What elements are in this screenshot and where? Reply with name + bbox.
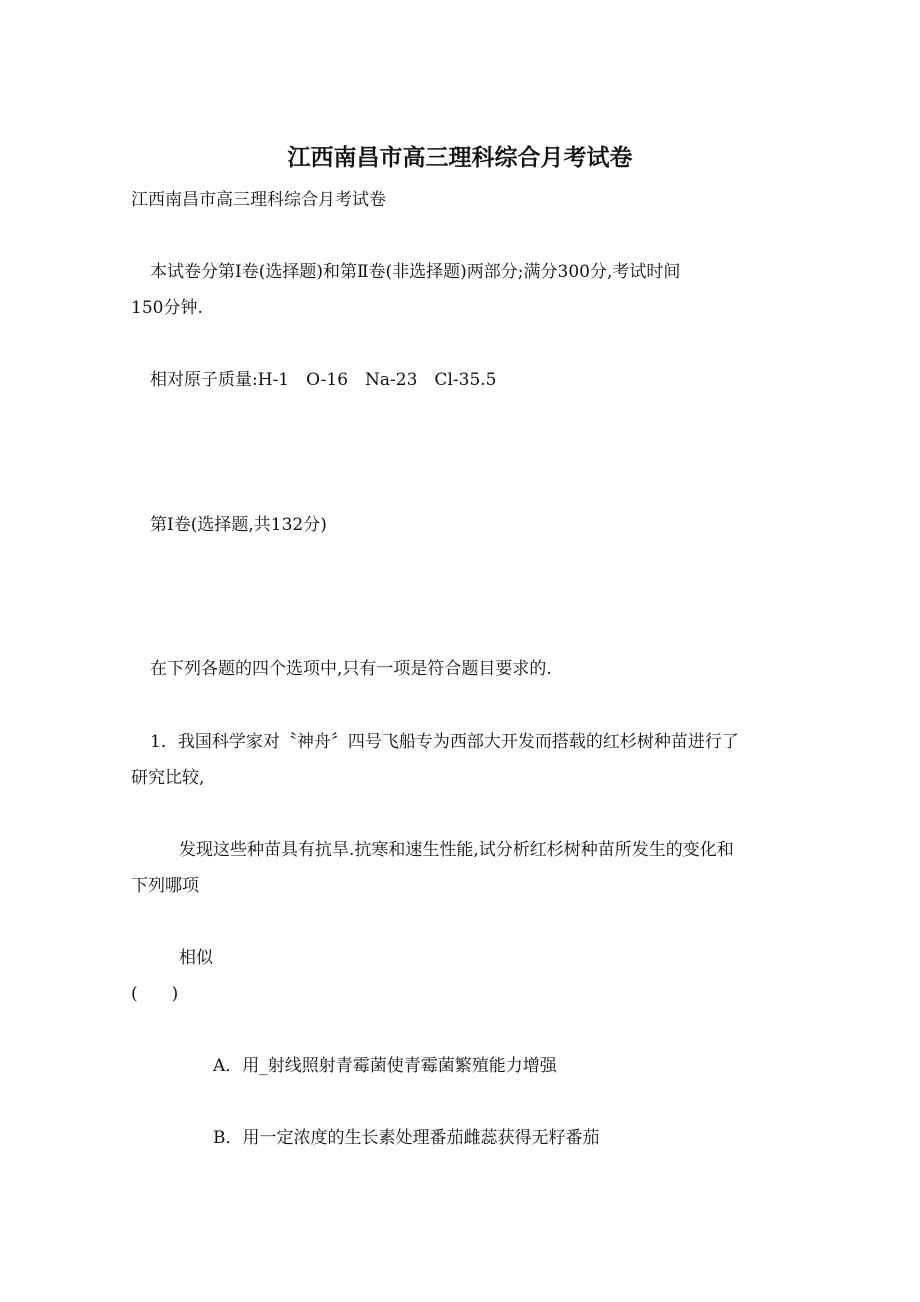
question-1-line-1: 1．我国科学家对〝神舟〞四号飞船专为西部大开发而搭载的红杉树种苗进行了 xyxy=(150,732,739,752)
question-1-line-4: 下列哪项 xyxy=(131,876,199,896)
document-subtitle: 江西南昌市高三理科综合月考试卷 xyxy=(131,190,386,210)
question-1-line-3: 发现这些种苗具有抗旱.抗寒和速生性能,试分析红杉树种苗所发生的变化和 xyxy=(179,840,734,860)
option-b: B．用一定浓度的生长素处理番茄雌蕊获得无籽番茄 xyxy=(213,1128,600,1148)
intro-line-1: 本试卷分第Ⅰ卷(选择题)和第Ⅱ卷(非选择题)两部分;满分300分,考试时间 xyxy=(150,262,681,282)
option-a: A．用_射线照射青霉菌使青霉菌繁殖能力增强 xyxy=(213,1056,557,1076)
question-1-line-2: 研究比较, xyxy=(131,768,205,788)
intro-line-2: 150分钟. xyxy=(131,298,203,318)
atomic-masses: 相对原子质量:H-1 O-16 Na-23 Cl-35.5 xyxy=(150,370,497,390)
question-1-line-5: 相似 xyxy=(179,948,213,968)
answer-bracket: ( ) xyxy=(131,984,179,1004)
document-title: 江西南昌市高三理科综合月考试卷 xyxy=(287,144,633,171)
instruction-text: 在下列各题的四个选项中,只有一项是符合题目要求的. xyxy=(150,659,552,679)
section-1-heading: 第Ⅰ卷(选择题,共132分) xyxy=(150,515,327,535)
